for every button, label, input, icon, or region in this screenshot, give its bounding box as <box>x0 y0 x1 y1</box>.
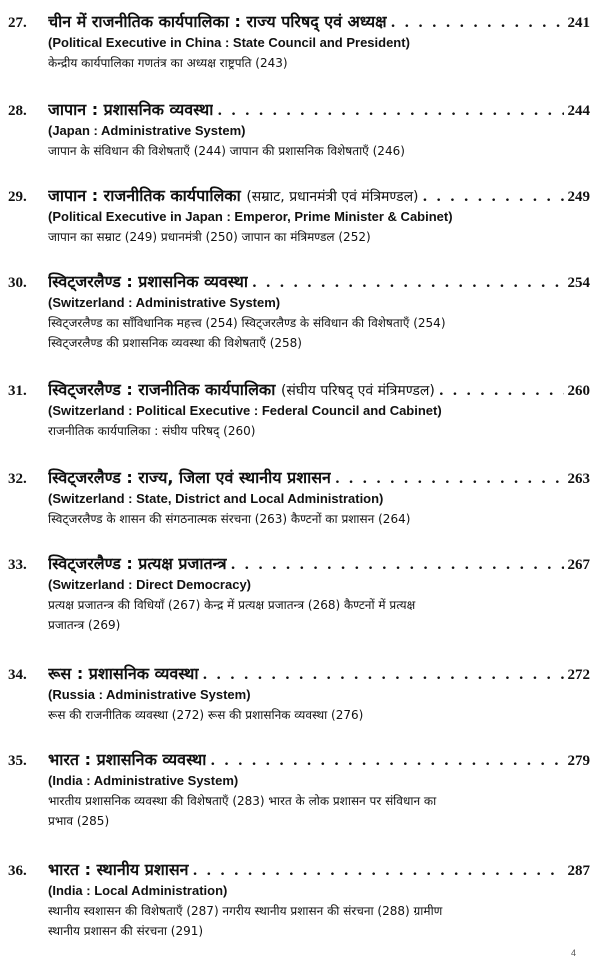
entry-title[interactable]: स्विट्जरलैण्ड : राजनीतिक कार्यपालिका (संघीय परिषद् एवं मंत्रिमण्डल) <box>48 380 435 399</box>
subtopic-line: जापान के संविधान की विशेषताएँ (244) जापान की प्रशासनिक विशेषताएँ (246) <box>48 144 405 158</box>
entry-page-number[interactable]: 263 <box>567 471 590 487</box>
entry-title[interactable]: स्विट्जरलैण्ड : प्रत्यक्ष प्रजातन्त्र <box>48 554 227 573</box>
entry-title[interactable]: भारत : प्रशासनिक व्यवस्था <box>48 750 207 769</box>
entry-title[interactable]: जापान : राजनीतिक कार्यपालिका (सम्राट, प्रधानमंत्री एवं मंत्रिमण्डल) <box>48 186 419 205</box>
entry-page-number[interactable]: 272 <box>567 667 590 683</box>
subtopic-line: केन्द्रीय कार्यपालिका गणतंत्र का अध्यक्ष राष्ट्रपति (243) <box>48 56 288 70</box>
entry-title[interactable]: रूस : प्रशासनिक व्यवस्था <box>48 664 199 683</box>
leader-dots <box>227 557 564 573</box>
entry-page-number[interactable]: 287 <box>567 863 590 879</box>
subtopic-line: स्विट्जरलैण्ड की प्रशासनिक व्यवस्था की विशेषताएँ (258) <box>48 336 302 350</box>
entry-subtopics <box>48 595 590 635</box>
entry-number: 31. <box>8 383 27 399</box>
leader-dots <box>387 15 564 31</box>
entry-number: 27. <box>8 15 27 31</box>
entry-page-number[interactable]: 260 <box>567 383 590 399</box>
subtopic-line: रूस की राजनीतिक व्यवस्था (272) रूस की प्रशासनिक व्यवस्था (276) <box>48 708 364 722</box>
entry-page-number[interactable]: 267 <box>567 557 590 573</box>
entry-subtopics <box>48 705 590 725</box>
subtopic-line: स्विट्जरलैण्ड का साँविधानिक महत्त्व (254) स्विट्जरलैण्ड के संविधान की विशेषताएँ (254) <box>48 316 446 330</box>
toc-entry-29 <box>8 184 590 247</box>
subtopic-line: प्रभाव (285) <box>48 814 110 828</box>
subtopic-line: राजनीतिक कार्यपालिका : संघीय परिषद् (260) <box>48 424 256 438</box>
toc-entry-36 <box>8 858 590 941</box>
entry-number: 34. <box>8 667 27 683</box>
leader-dots <box>248 275 563 291</box>
entry-subtopics <box>48 313 590 353</box>
entry-english-title: (Political Executive in China : State Council and President) <box>48 35 410 50</box>
leader-dots <box>419 189 564 205</box>
entry-page-number[interactable]: 254 <box>567 275 590 291</box>
toc-entry-27 <box>8 10 590 73</box>
subtopic-line: प्रत्यक्ष प्रजातन्त्र की विधियाँ (267) केन्द्र में प्रत्यक्ष प्रजातन्त्र (268) कैण्टनों में प्रत्यक्ष <box>48 598 416 612</box>
entry-english-title: (Switzerland : Administrative System) <box>48 295 281 310</box>
entry-title[interactable]: स्विट्जरलैण्ड : राज्य, जिला एवं स्थानीय प्रशासन <box>48 468 331 487</box>
entry-subtopics <box>48 901 590 941</box>
entry-number: 33. <box>8 557 27 573</box>
entry-english-title: (Switzerland : Direct Democracy) <box>48 577 252 592</box>
subtopic-line: स्थानीय प्रशासन की संरचना (291) <box>48 924 204 938</box>
entry-page-number[interactable]: 244 <box>567 103 590 119</box>
entry-page-number[interactable]: 249 <box>567 189 590 205</box>
entry-english-title: (Political Executive in Japan : Emperor, Prime Minister & Cabinet) <box>48 209 453 224</box>
corner-mark: 4 <box>570 948 576 958</box>
subtopic-line: प्रजातन्त्र (269) <box>48 618 121 632</box>
entry-number: 35. <box>8 753 27 769</box>
entry-english-title: (India : Local Administration) <box>48 883 228 898</box>
toc-entry-28 <box>8 98 590 161</box>
entry-number: 30. <box>8 275 27 291</box>
toc-entry-35 <box>8 748 590 831</box>
entry-number: 36. <box>8 863 27 879</box>
entry-english-title: (Switzerland : Political Executive : Federal Council and Cabinet) <box>48 403 442 418</box>
subtopic-line: स्विट्जरलैण्ड के शासन की संगठनात्मक संरचना (263) कैण्टनों का प्रशासन (264) <box>48 512 411 526</box>
entry-subtopics <box>48 421 590 441</box>
entry-subtopics <box>48 509 590 529</box>
entry-subtopics <box>48 53 590 73</box>
toc-entry-30 <box>8 270 590 353</box>
entry-english-title: (Japan : Administrative System) <box>48 123 246 138</box>
entry-page-number[interactable]: 241 <box>567 15 590 31</box>
entry-number: 28. <box>8 103 27 119</box>
entry-english-title: (Switzerland : State, District and Local Administration) <box>48 491 384 506</box>
subtopic-line: भारतीय प्रशासनिक व्यवस्था की विशेषताएँ (283) भारत के लोक प्रशासन पर संविधान का <box>48 794 437 808</box>
entry-title[interactable]: जापान : प्रशासनिक व्यवस्था <box>48 100 214 119</box>
entry-page-number[interactable]: 279 <box>567 753 590 769</box>
leader-dots <box>213 103 563 119</box>
leader-dots <box>435 383 564 399</box>
leader-dots <box>206 753 563 769</box>
leader-dots <box>199 667 564 683</box>
toc-entry-32 <box>8 466 590 529</box>
leader-dots <box>331 471 564 487</box>
entry-subtopics <box>48 141 590 161</box>
entry-english-title: (Russia : Administrative System) <box>48 687 251 702</box>
entry-title[interactable]: भारत : स्थानीय प्रशासन <box>48 860 189 879</box>
entry-number: 29. <box>8 189 27 205</box>
leader-dots <box>189 863 564 879</box>
entry-subtopics <box>48 227 590 247</box>
toc-entry-33 <box>8 552 590 635</box>
toc-entry-31 <box>8 378 590 441</box>
entry-english-title: (India : Administrative System) <box>48 773 239 788</box>
subtopic-line: जापान का सम्राट (249) प्रधानमंत्री (250) जापान का मंत्रिमण्डल (252) <box>48 230 371 244</box>
entry-title[interactable]: स्विट्जरलैण्ड : प्रशासनिक व्यवस्था <box>48 272 249 291</box>
toc-entry-34 <box>8 662 590 725</box>
entry-number: 32. <box>8 471 27 487</box>
entry-subtopics <box>48 791 590 831</box>
subtopic-line: स्थानीय स्वशासन की विशेषताएँ (287) नगरीय स्थानीय प्रशासन की संरचना (288) ग्रामीण <box>48 904 443 918</box>
entry-title[interactable]: चीन में राजनीतिक कार्यपालिका : राज्य परिषद् एवं अध्यक्ष <box>48 12 387 31</box>
